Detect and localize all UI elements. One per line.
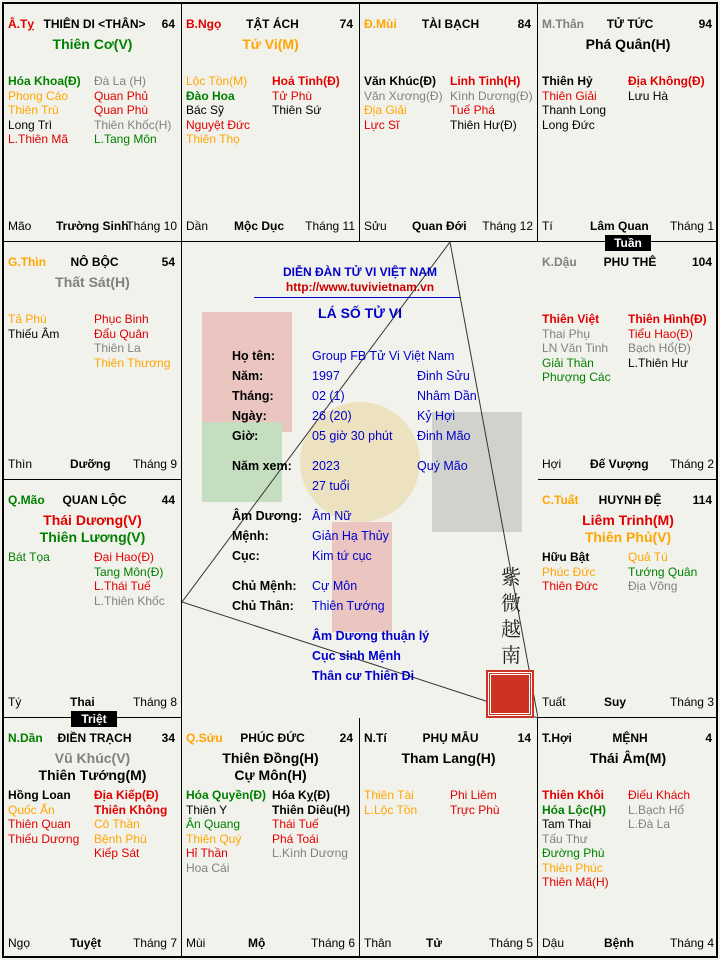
- luu-nguyet-month: Tháng 9: [132, 457, 177, 471]
- palace-hoi[interactable]: [538, 718, 718, 958]
- info-value: Giản Hạ Thủy: [312, 529, 389, 543]
- can-chi: Â.Tỵ: [8, 17, 35, 31]
- minor-stars-left: [542, 74, 606, 132]
- palace-header: [542, 493, 712, 509]
- info-value: Âm Nữ: [312, 509, 352, 523]
- info-value: 05 giờ 30 phút: [312, 429, 393, 443]
- info-label: Năm:: [232, 369, 264, 383]
- palace-footer: [8, 695, 177, 709]
- minor-star: Thiên Tài: [364, 788, 414, 802]
- tieu-han-branch: Dần: [186, 219, 209, 233]
- minor-star: Quan Phủ: [94, 88, 149, 103]
- minor-star: Phong Cáo: [8, 88, 69, 103]
- can-chi: Q.Sửu: [186, 731, 223, 745]
- dai-han-age: 104: [691, 255, 712, 269]
- truong-sinh-stage: Dưỡng: [70, 457, 111, 471]
- dai-han-age: 14: [517, 731, 531, 745]
- palace-footer: [364, 936, 533, 950]
- minor-star: Thiếu Âm: [8, 326, 60, 341]
- palace-header: [364, 17, 531, 33]
- major-star: Tử Vi(M): [242, 36, 299, 52]
- minor-stars-left: [542, 312, 611, 385]
- minor-stars-right: [272, 788, 350, 861]
- info-label: Ngày:: [232, 409, 267, 423]
- info-value: 02 (1): [312, 389, 345, 403]
- can-chi: B.Ngọ: [186, 17, 222, 31]
- dai-han-age: 94: [698, 17, 712, 31]
- major-star: Thiên Đồng(H): [222, 750, 319, 766]
- dai-han-age: 34: [161, 731, 175, 745]
- minor-star: L.Bạch Hổ: [628, 802, 685, 817]
- can-chi: K.Dậu: [542, 255, 577, 269]
- major-star: Vũ Khúc(V): [54, 750, 131, 766]
- luu-nguyet-month: Tháng 12: [482, 219, 533, 233]
- minor-star: Ân Quang: [186, 817, 241, 831]
- info-value: Thiên Tướng: [312, 599, 385, 613]
- minor-star: Hoa Cái: [186, 860, 230, 875]
- minor-star: Thiên Thương: [94, 355, 171, 370]
- minor-star: Thiên Việt: [542, 312, 600, 326]
- minor-star: Thiên Phúc: [542, 860, 603, 875]
- can-chi: M.Thân: [542, 17, 584, 31]
- info-label: Chủ Thân:: [232, 599, 294, 613]
- info-label: Năm xem:: [232, 459, 292, 473]
- minor-star: Thiên Diêu(H): [272, 802, 350, 817]
- horoscope-chart: [2, 2, 718, 958]
- minor-star: Thiên Y: [186, 802, 228, 817]
- major-star: Thiên Lương(V): [39, 529, 146, 545]
- minor-star: Thái Tuế: [272, 817, 319, 831]
- truong-sinh-stage: Tử: [426, 936, 443, 950]
- truong-sinh-stage: Đế Vượng: [590, 457, 649, 471]
- minor-stars-left: [542, 788, 609, 890]
- palace-name: QUAN LỘC: [62, 493, 127, 507]
- tieu-han-branch: Mão: [8, 219, 32, 233]
- minor-star: L.Thiên Hư: [628, 355, 689, 370]
- minor-star: Tấu Thư: [542, 831, 588, 846]
- can-chi-value: Nhâm Dần: [417, 389, 477, 403]
- minor-star: L.Kình Dương: [272, 846, 348, 860]
- palace-name: ĐIỀN TRẠCH: [57, 731, 132, 745]
- minor-star: Thiên Thọ: [186, 132, 240, 146]
- luu-nguyet-month: Tháng 11: [305, 219, 355, 233]
- dai-han-age: 114: [692, 493, 712, 507]
- tieu-han-branch: Tí: [542, 219, 553, 233]
- truong-sinh-stage: Mộ: [248, 936, 266, 950]
- dai-han-age: 24: [339, 731, 353, 745]
- dai-han-age: 54: [161, 255, 175, 269]
- minor-star: Tả Phù: [8, 312, 47, 326]
- minor-star: Kình Dương(Đ): [450, 88, 533, 103]
- tieu-han-branch: Tuất: [542, 695, 566, 709]
- palace-ti[interactable]: [360, 718, 538, 958]
- minor-star: Thiên Khốc(H): [94, 117, 172, 132]
- minor-star: Địa Không(Đ): [628, 74, 705, 88]
- truong-sinh-stage: Tuyệt: [70, 936, 102, 950]
- view-year-canchi: Quý Mão: [417, 459, 468, 473]
- tuan-tag: Tuần: [605, 235, 651, 251]
- major-star: Thiên Phủ(V): [584, 529, 672, 545]
- minor-star: Bác Sỹ: [186, 103, 225, 117]
- minor-star: Thiên Sứ: [272, 103, 322, 117]
- can-chi-value: Kỷ Hợi: [417, 409, 456, 423]
- minor-star: Linh Tinh(H): [450, 74, 521, 88]
- can-chi: G.Thìn: [8, 255, 46, 269]
- minor-star: Thiên Quan: [8, 817, 71, 831]
- minor-stars-left: [186, 788, 266, 875]
- minor-star: Tang Môn(Đ): [94, 564, 164, 579]
- info-label: Chủ Mệnh:: [232, 579, 297, 593]
- minor-star: Văn Xương(Đ): [364, 88, 443, 103]
- minor-star: Lực Sĩ: [364, 117, 400, 132]
- info-label: Cục:: [232, 549, 260, 563]
- dai-han-age: 74: [339, 17, 353, 31]
- minor-star: Hồng Loan: [8, 788, 71, 802]
- minor-star: Tuế Phá: [450, 103, 495, 117]
- minor-stars-right: [628, 312, 707, 370]
- major-star: Phá Quân(H): [585, 36, 671, 52]
- dai-han-age: 64: [161, 17, 175, 31]
- minor-star: L.Tang Môn: [94, 132, 157, 146]
- info-value: Cự Môn: [312, 579, 358, 593]
- palace-dan[interactable]: [4, 718, 182, 958]
- major-star: Cự Môn(H): [234, 767, 307, 783]
- palace-header: [8, 493, 175, 509]
- palace-dau[interactable]: [538, 242, 718, 480]
- info-value: Kim tứ cục: [312, 549, 372, 563]
- tieu-han-branch: Sửu: [364, 219, 387, 233]
- truong-sinh-stage: Thai: [70, 695, 95, 709]
- luu-nguyet-month: Tháng 7: [132, 936, 177, 950]
- palace-thin[interactable]: [4, 242, 182, 480]
- major-star: Thiên Tướng(M): [38, 767, 147, 783]
- palace-header: [186, 17, 353, 33]
- minor-stars-right: [94, 788, 167, 861]
- minor-stars-right: [450, 788, 500, 817]
- minor-star: Thiên Trù: [8, 103, 59, 117]
- forum-name: DIỄN ĐÀN TỬ VI VIỆT NAM: [283, 265, 437, 279]
- major-star: Tham Lang(H): [401, 750, 496, 766]
- palace-header: [542, 731, 712, 747]
- chart-title: LÁ SỐ TỬ VI: [318, 305, 402, 321]
- luu-nguyet-month: Tháng 10: [126, 219, 177, 233]
- minor-star: Hỉ Thần: [186, 846, 228, 860]
- minor-star: Đường Phù: [542, 846, 605, 860]
- palace-name: TÀI BẠCH: [421, 17, 480, 31]
- minor-star: Thiên Hình(Đ): [628, 312, 707, 326]
- palace-name: NÔ BỘC: [70, 255, 119, 269]
- seal-stamp: [488, 672, 532, 716]
- minor-star: Long Đức: [542, 117, 595, 132]
- minor-stars-left: [8, 312, 59, 341]
- minor-star: L.Thái Tuế: [94, 579, 151, 593]
- chart-note: Cục sinh Mệnh: [312, 649, 401, 663]
- minor-star: Thiên Giải: [542, 88, 597, 103]
- can-chi-value: Đinh Mão: [417, 429, 471, 443]
- truong-sinh-stage: Bệnh: [604, 936, 634, 950]
- tieu-han-branch: Mùi: [186, 936, 206, 950]
- palace-mao[interactable]: [4, 480, 182, 718]
- luu-nguyet-month: Tháng 6: [310, 936, 355, 950]
- minor-star: L.Lộc Tồn: [364, 802, 418, 817]
- minor-star: Hoả Tinh(Đ): [272, 74, 340, 88]
- luu-nguyet-month: Tháng 5: [488, 936, 533, 950]
- palace-footer: [186, 219, 355, 233]
- minor-stars-left: [364, 74, 443, 132]
- center-info-panel: [182, 242, 538, 718]
- palace-ty[interactable]: [4, 4, 182, 242]
- info-label: Giờ:: [232, 429, 259, 443]
- minor-star: Bạch Hổ(Đ): [628, 341, 691, 355]
- tieu-han-branch: Ngọ: [8, 936, 31, 950]
- minor-stars-left: [364, 788, 417, 817]
- palace-header: [364, 731, 531, 747]
- info-label: Âm Dương:: [232, 509, 303, 523]
- palace-mui[interactable]: [360, 4, 538, 242]
- minor-star: Tam Thai: [542, 817, 592, 831]
- major-star: Thất Sát(H): [55, 274, 130, 290]
- minor-stars-left: [8, 550, 50, 565]
- major-star: Thiên Cơ(V): [52, 36, 133, 52]
- minor-star: Địa Võng: [628, 579, 678, 593]
- minor-stars-left: [8, 788, 79, 846]
- chart-note: Âm Dương thuận lý: [312, 629, 430, 643]
- truong-sinh-stage: Mộc Dục: [234, 219, 285, 233]
- luu-nguyet-month: Tháng 1: [669, 219, 714, 233]
- tieu-han-branch: Tý: [8, 695, 22, 709]
- can-chi: T.Hợi: [542, 731, 572, 745]
- minor-star: Quốc Ấn: [8, 802, 55, 817]
- luu-nguyet-month: Tháng 8: [132, 695, 177, 709]
- minor-star: Hóa Lộc(H): [542, 802, 606, 817]
- minor-star: Thiên Quý: [186, 831, 242, 846]
- minor-star: Long Trì: [8, 117, 53, 132]
- can-chi: N.Tí: [364, 731, 387, 745]
- palace-footer: [8, 936, 177, 950]
- palace-footer: [8, 457, 177, 471]
- palace-header: [8, 255, 175, 271]
- minor-star: Thiên Hỷ: [542, 74, 593, 88]
- title-divider: [254, 297, 460, 298]
- minor-star: Hóa Kỵ(Đ): [272, 788, 331, 802]
- minor-stars-right: [94, 312, 170, 370]
- minor-star: Đào Hoa: [186, 88, 235, 103]
- info-value: 1997: [312, 369, 340, 383]
- palace-tuat[interactable]: [538, 480, 718, 718]
- palace-header: [542, 255, 712, 271]
- palace-footer: [364, 219, 533, 233]
- palace-footer: [542, 219, 714, 233]
- can-chi: Q.Mão: [8, 493, 45, 507]
- palace-footer: [542, 936, 714, 950]
- minor-star: Thiên Mã(H): [542, 875, 609, 889]
- minor-star: Phi Liêm: [450, 788, 497, 802]
- minor-stars-right: [450, 74, 533, 132]
- minor-star: Thiên Khôi: [542, 788, 604, 802]
- minor-star: Phá Toái: [272, 831, 319, 846]
- minor-stars-right: [628, 550, 697, 594]
- minor-star: Phục Binh: [94, 312, 149, 326]
- luu-nguyet-month: Tháng 3: [669, 695, 714, 709]
- minor-star: Thanh Long: [542, 103, 607, 117]
- minor-stars-right: [272, 74, 340, 118]
- palace-name: TỬ TỨC: [606, 17, 654, 31]
- truong-sinh-stage: Quan Đới: [412, 219, 467, 233]
- palace-footer: [8, 219, 177, 233]
- palace-name: HUYNH ĐỆ: [598, 493, 662, 507]
- truong-sinh-stage: Lâm Quan: [590, 219, 649, 233]
- minor-star: Đại Hao(Đ): [94, 550, 155, 564]
- info-value: 26 (20): [312, 409, 352, 423]
- truong-sinh-stage: Trường Sinh: [56, 219, 129, 233]
- palace-ngo[interactable]: [182, 4, 360, 242]
- minor-star: Lộc Tồn(M): [186, 74, 248, 88]
- minor-star: Thai Phụ: [542, 326, 591, 341]
- palace-header: [8, 17, 175, 33]
- info-value: Group FB Tử Vi Việt Nam: [312, 349, 455, 363]
- minor-stars-right: [628, 74, 705, 103]
- minor-star: Quả Tú: [628, 550, 668, 564]
- tieu-han-branch: Thân: [364, 936, 392, 950]
- minor-star: Bệnh Phù: [94, 831, 147, 846]
- minor-star: Tiểu Hao(Đ): [628, 326, 693, 341]
- can-chi: C.Tuất: [542, 493, 579, 507]
- info-label: Họ tên:: [232, 349, 276, 363]
- minor-star: Đà La (H): [94, 74, 147, 88]
- dai-han-age: 4: [705, 731, 712, 745]
- minor-stars-right: [94, 74, 171, 147]
- minor-stars-right: [94, 550, 165, 608]
- minor-star: Nguyệt Đức: [186, 117, 251, 132]
- major-star: Liêm Trinh(M): [582, 512, 674, 528]
- forum-url[interactable]: http://www.tuvivietnam.vn: [285, 280, 435, 294]
- minor-star: Tướng Quân: [628, 564, 698, 579]
- minor-star: Phượng Các: [542, 370, 611, 384]
- chart-note: Thân cư Thiên Di: [312, 669, 415, 683]
- palace-name: PHÚC ĐỨC: [240, 731, 305, 745]
- minor-star: Hữu Bật: [542, 550, 590, 564]
- palace-header: [542, 17, 712, 33]
- palace-footer: [186, 936, 355, 950]
- palace-suu[interactable]: [182, 718, 360, 958]
- minor-stars-left: [8, 74, 81, 147]
- age-value: 27 tuổi: [312, 479, 350, 493]
- minor-star: Thiếu Dương: [8, 831, 80, 846]
- minor-star: LN Văn Tinh: [542, 341, 609, 355]
- minor-star: L.Thiên Khốc: [94, 593, 165, 608]
- palace-footer: [542, 457, 714, 471]
- minor-star: Giải Thần: [542, 355, 594, 370]
- tieu-han-branch: Thìn: [8, 457, 33, 471]
- info-label: Tháng:: [232, 389, 274, 403]
- minor-star: Thiên Không: [94, 802, 168, 817]
- info-label: Mệnh:: [232, 529, 269, 543]
- minor-star: Địa Kiếp(Đ): [94, 788, 159, 802]
- minor-star: Địa Giải: [364, 103, 407, 117]
- minor-star: Thiên Đức: [542, 579, 599, 593]
- minor-stars-left: [542, 550, 598, 594]
- minor-star: Trực Phù: [450, 802, 500, 817]
- brand-vertical-text: 紫 微 越 南: [501, 565, 521, 667]
- tieu-han-branch: Dậu: [542, 936, 565, 950]
- palace-header: [8, 731, 175, 747]
- minor-star: Văn Khúc(Đ): [364, 74, 436, 88]
- major-star: Thái Âm(M): [589, 750, 667, 766]
- minor-star: Kiếp Sát: [94, 846, 140, 860]
- tieu-han-branch: Hợi: [542, 457, 562, 471]
- minor-star: Phúc Đức: [542, 564, 596, 579]
- minor-stars-right: [628, 788, 690, 832]
- minor-star: Đẩu Quân: [94, 326, 149, 341]
- luu-nguyet-month: Tháng 2: [669, 457, 714, 471]
- minor-star: Tử Phù: [272, 88, 313, 103]
- major-star: Thái Dương(V): [43, 512, 142, 528]
- truong-sinh-stage: Suy: [604, 695, 627, 709]
- minor-star: L.Đà La: [628, 817, 671, 831]
- minor-star: Điếu Khách: [628, 788, 691, 802]
- minor-star: Bát Tọa: [8, 550, 50, 564]
- palace-name: THIÊN DI <THÂN>: [43, 17, 146, 31]
- minor-star: Cô Thần: [94, 817, 140, 831]
- minor-star: Thiên Hư(Đ): [450, 117, 517, 132]
- minor-star: Lưu Hà: [628, 88, 669, 103]
- minor-star: Hóa Khoa(Đ): [8, 74, 81, 88]
- palace-name: PHU THÊ: [603, 255, 657, 269]
- minor-stars-left: [186, 74, 250, 147]
- palace-name: TẬT ÁCH: [246, 17, 299, 31]
- minor-star: L.Thiên Mã: [8, 132, 69, 146]
- palace-than[interactable]: [538, 4, 718, 242]
- palace-name: MỆNH: [612, 731, 648, 745]
- palace-footer: [542, 695, 714, 709]
- palace-header: [186, 731, 353, 747]
- minor-star: Thiên La: [94, 341, 141, 355]
- triet-tag: Triệt: [71, 711, 117, 727]
- luu-nguyet-month: Tháng 4: [669, 936, 714, 950]
- can-chi: N.Dần: [8, 731, 43, 745]
- minor-star: Quan Phù: [94, 103, 149, 117]
- dai-han-age: 44: [161, 493, 175, 507]
- can-chi-value: Đinh Sửu: [417, 369, 470, 383]
- dai-han-age: 84: [517, 17, 531, 31]
- can-chi: Đ.Mùi: [364, 17, 397, 31]
- palace-name: PHỤ MẪU: [422, 731, 479, 745]
- view-year: 2023: [312, 459, 340, 473]
- minor-star: Hóa Quyền(Đ): [186, 788, 267, 802]
